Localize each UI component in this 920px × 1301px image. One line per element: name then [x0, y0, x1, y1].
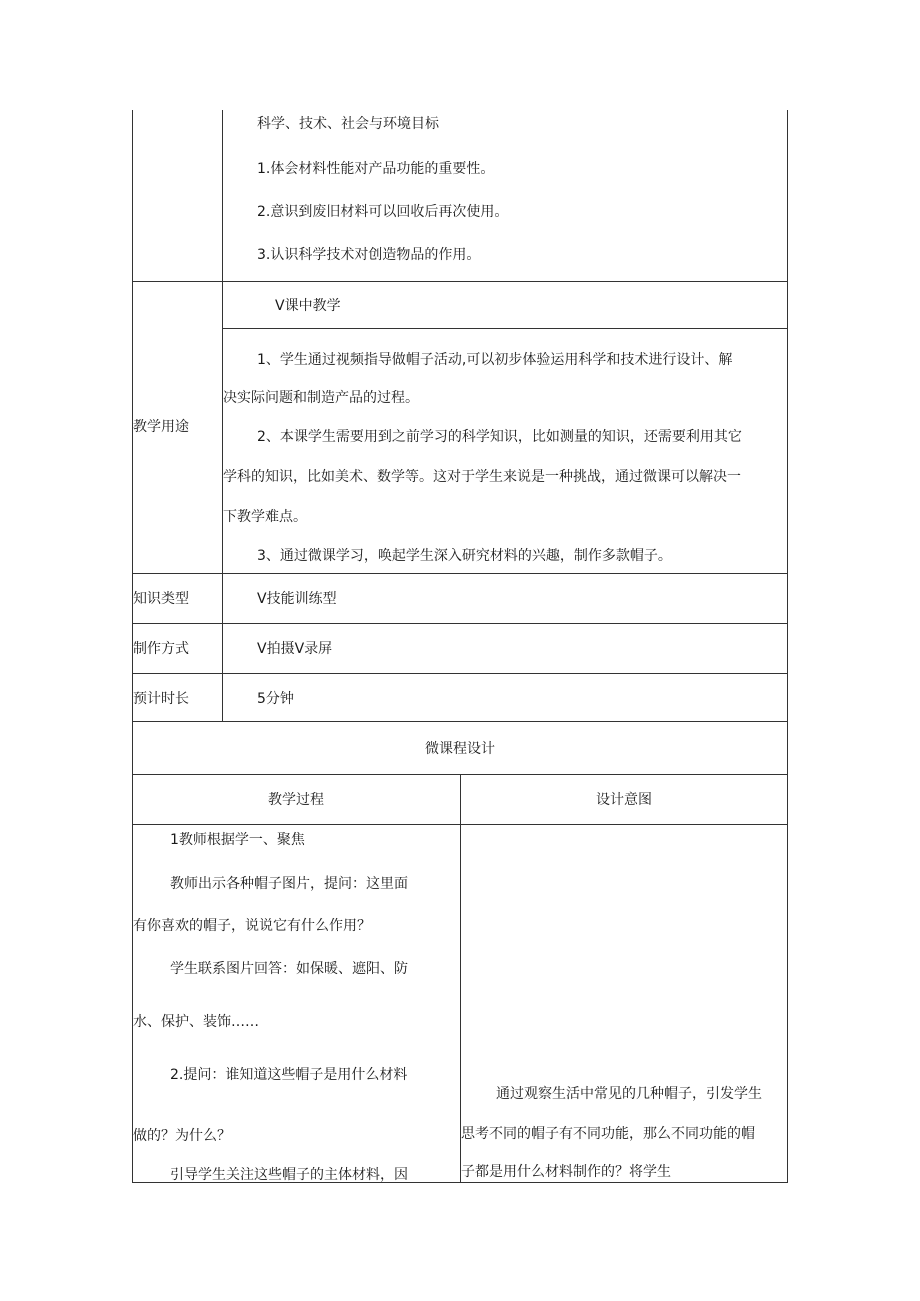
goal-item-3: 3.认识科学技术对创造物品的作用。 — [257, 247, 481, 263]
process-line: 引导学生关注这些帽子的主体材料，因 — [170, 1167, 408, 1183]
usage-paragraph-1-line-2: 决实际问题和制造产品的过程。 — [223, 390, 419, 406]
usage-paragraph-3: 3、通过微课学习，唤起学生深入研究材料的兴趣，制作多款帽子。 — [257, 548, 672, 564]
process-column-header: 教学过程 — [268, 792, 324, 808]
process-line: 教师出示各种帽子图片，提问：这里面 — [170, 876, 408, 892]
design-title: 微课程设计 — [425, 741, 495, 757]
usage-paragraph-1-line-1: 1、学生通过视频指导做帽子活动,可以初步体验运用科学和技术进行设计、解 — [257, 352, 733, 368]
duration-value: 5分钟 — [257, 691, 294, 707]
process-line: 做的？为什么？ — [133, 1128, 231, 1144]
intent-line: 思考不同的帽子有不同功能，那么不同功能的帽 — [461, 1126, 755, 1142]
row-divider — [132, 623, 788, 624]
usage-label: 教学用途 — [133, 419, 189, 435]
knowledge-label: 知识类型 — [133, 591, 189, 607]
production-label: 制作方式 — [133, 641, 189, 657]
table-border-right — [787, 110, 788, 1183]
label-column-divider — [222, 110, 223, 721]
usage-paragraph-2-line-1: 2、本课学生需要用到之前学习的科学知识，比如测量的知识，还需要利用其它 — [257, 429, 742, 445]
process-line: 有你喜欢的帽子，说说它有什么作用？ — [133, 918, 371, 934]
design-column-divider — [460, 774, 461, 1183]
usage-paragraph-2-line-2: 学科的知识，比如美术、数学等。这对于学生来说是一种挑战，通过微课可以解决一 — [223, 469, 741, 485]
goals-heading: 科学、技术、社会与环境目标 — [257, 116, 439, 132]
row-divider — [222, 328, 788, 329]
usage-paragraph-2-line-3: 下教学难点。 — [223, 509, 307, 525]
knowledge-value: V技能训练型 — [257, 591, 337, 607]
intent-line: 子都是用什么材料制作的？将学生 — [461, 1164, 671, 1180]
process-line: 1教师根据学一、聚焦 — [170, 832, 305, 848]
goal-item-2: 2.意识到废旧材料可以回收后再次使用。 — [257, 204, 509, 220]
process-line: 水、保护、装饰…… — [133, 1014, 259, 1030]
row-divider — [132, 673, 788, 674]
intent-column-header: 设计意图 — [596, 792, 652, 808]
process-line: 学生联系图片回答：如保暖、遮阳、防 — [170, 961, 408, 977]
row-divider — [132, 824, 788, 825]
row-divider — [132, 774, 788, 775]
row-divider — [132, 281, 788, 282]
duration-label: 预计时长 — [133, 691, 189, 707]
usage-check: V课中教学 — [275, 298, 341, 314]
row-divider — [132, 573, 788, 574]
row-divider — [132, 721, 788, 722]
goal-item-1: 1.体会材料性能对产品功能的重要性。 — [257, 161, 495, 177]
production-value: V拍摄V录屏 — [257, 641, 333, 657]
process-line: 2.提问：谁知道这些帽子是用什么材料 — [170, 1067, 408, 1083]
intent-line: 通过观察生活中常见的几种帽子，引发学生 — [496, 1086, 762, 1102]
